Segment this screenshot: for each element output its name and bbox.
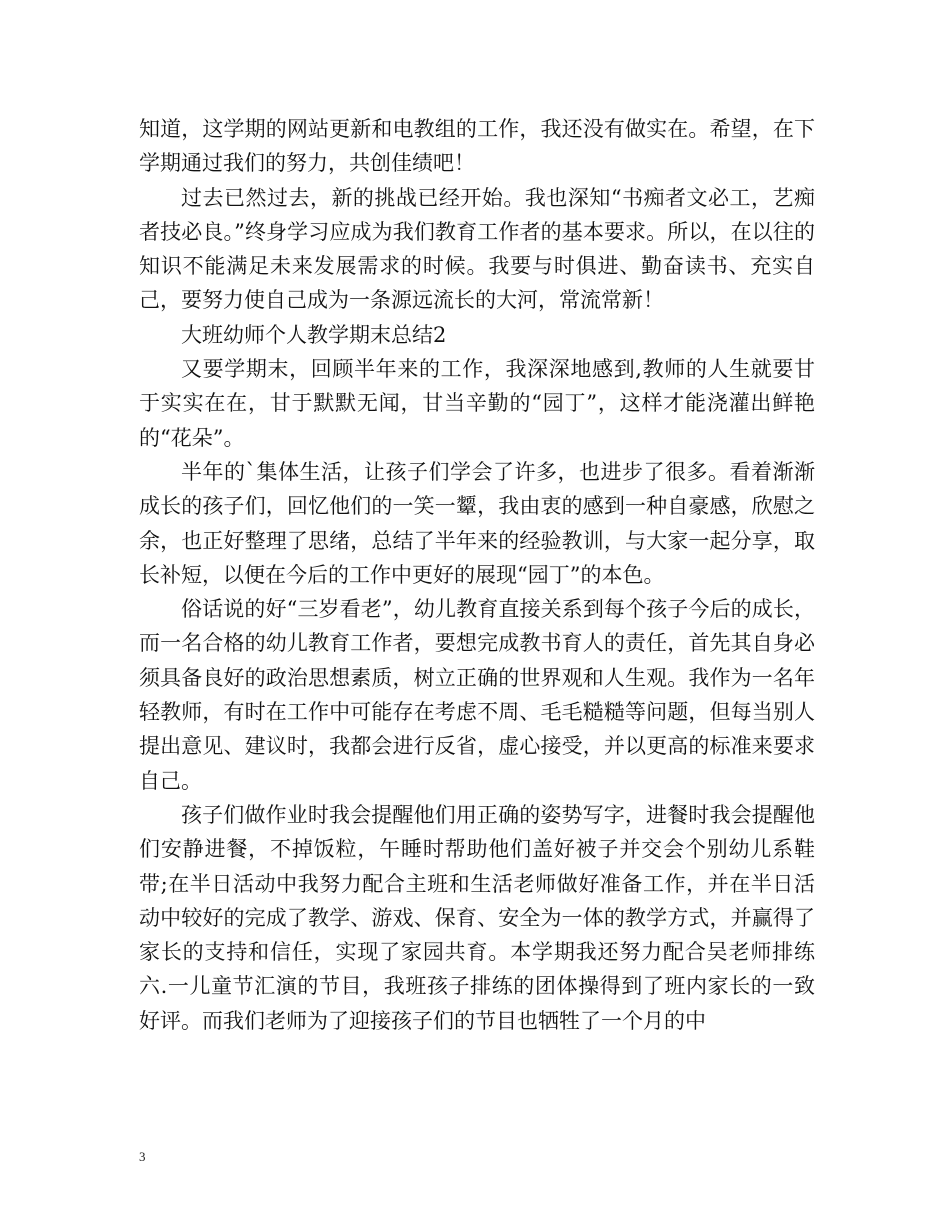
paragraph-4: 半年的`集体生活，让孩子们学会了许多，也进步了很多。看着渐渐成长的孩子们，回忆他们的一笑一颦，我由衷的感到一种自豪感，欣慰之余，也正好整理了思绪，总结了半年来的经验教训，与大家一起分享，取长补短，以便在今后的工作中更好的展现“园丁”的本色。: [139, 459, 815, 587]
paragraph-2: 过去已然过去，新的挑战已经开始。我也深知“书痴者文必工，艺痴者技必良。”终身学习应成为我们教育工作者的基本要求。所以，在以往的知识不能满足未来发展需求的时候。我要与时俱进、勤奋读书、充实自己，要努力使自己成为一条源远流长的大河，常流常新！: [139, 185, 815, 313]
paragraph-3: 又要学期末，回顾半年来的工作，我深深地感到,教师的人生就要甘于实实在在，甘于默默无闻，甘当辛勤的“园丁”，这样才能浇灌出鲜艳的“花朵”。: [139, 357, 815, 450]
paragraph-6: 孩子们做作业时我会提醒他们用正确的姿势写字，进餐时我会提醒他们安静进餐，不掉饭粒，午睡时帮助他们盖好被子并交会个别幼儿系鞋带;在半日活动中我努力配合主班和生活老师做好准备工作，并在半日活动中较好的完成了教学、游戏、保育、安全为一体的教学方式，并赢得了家长的支持和信任，实现了家园共育。本学期我还努力配合吴老师排练六.一儿童节汇演的节目，我班孩子排练的团体操得到了班内家长的一致好评。而我们老师为了迎接孩子们的节目也牺牲了一个月的中: [139, 802, 815, 1033]
section-heading: 大班幼师个人教学期末总结2: [181, 322, 447, 347]
paragraph-1: 知道，这学期的网站更新和电教组的工作，我还没有做实在。希望，在下学期通过我们的努力，共创佳绩吧！: [139, 117, 815, 176]
document-body: [139, 112, 815, 1038]
page-number: 3: [139, 1149, 146, 1164]
paragraph-5: 俗话说的好“三岁看老”，幼儿教育直接关系到每个孩子今后的成长，而一名合格的幼儿教育工作者，要想完成教书育人的责任，首先其自身必须具备良好的政治思想素质，树立正确的世界观和人生观。我作为一名年轻教师，有时在工作中可能存在考虑不周、毛毛糙糙等问题，但每当别人提出意见、建议时，我都会进行反省，虚心接受，并以更高的标准来要求自己。: [139, 597, 815, 793]
